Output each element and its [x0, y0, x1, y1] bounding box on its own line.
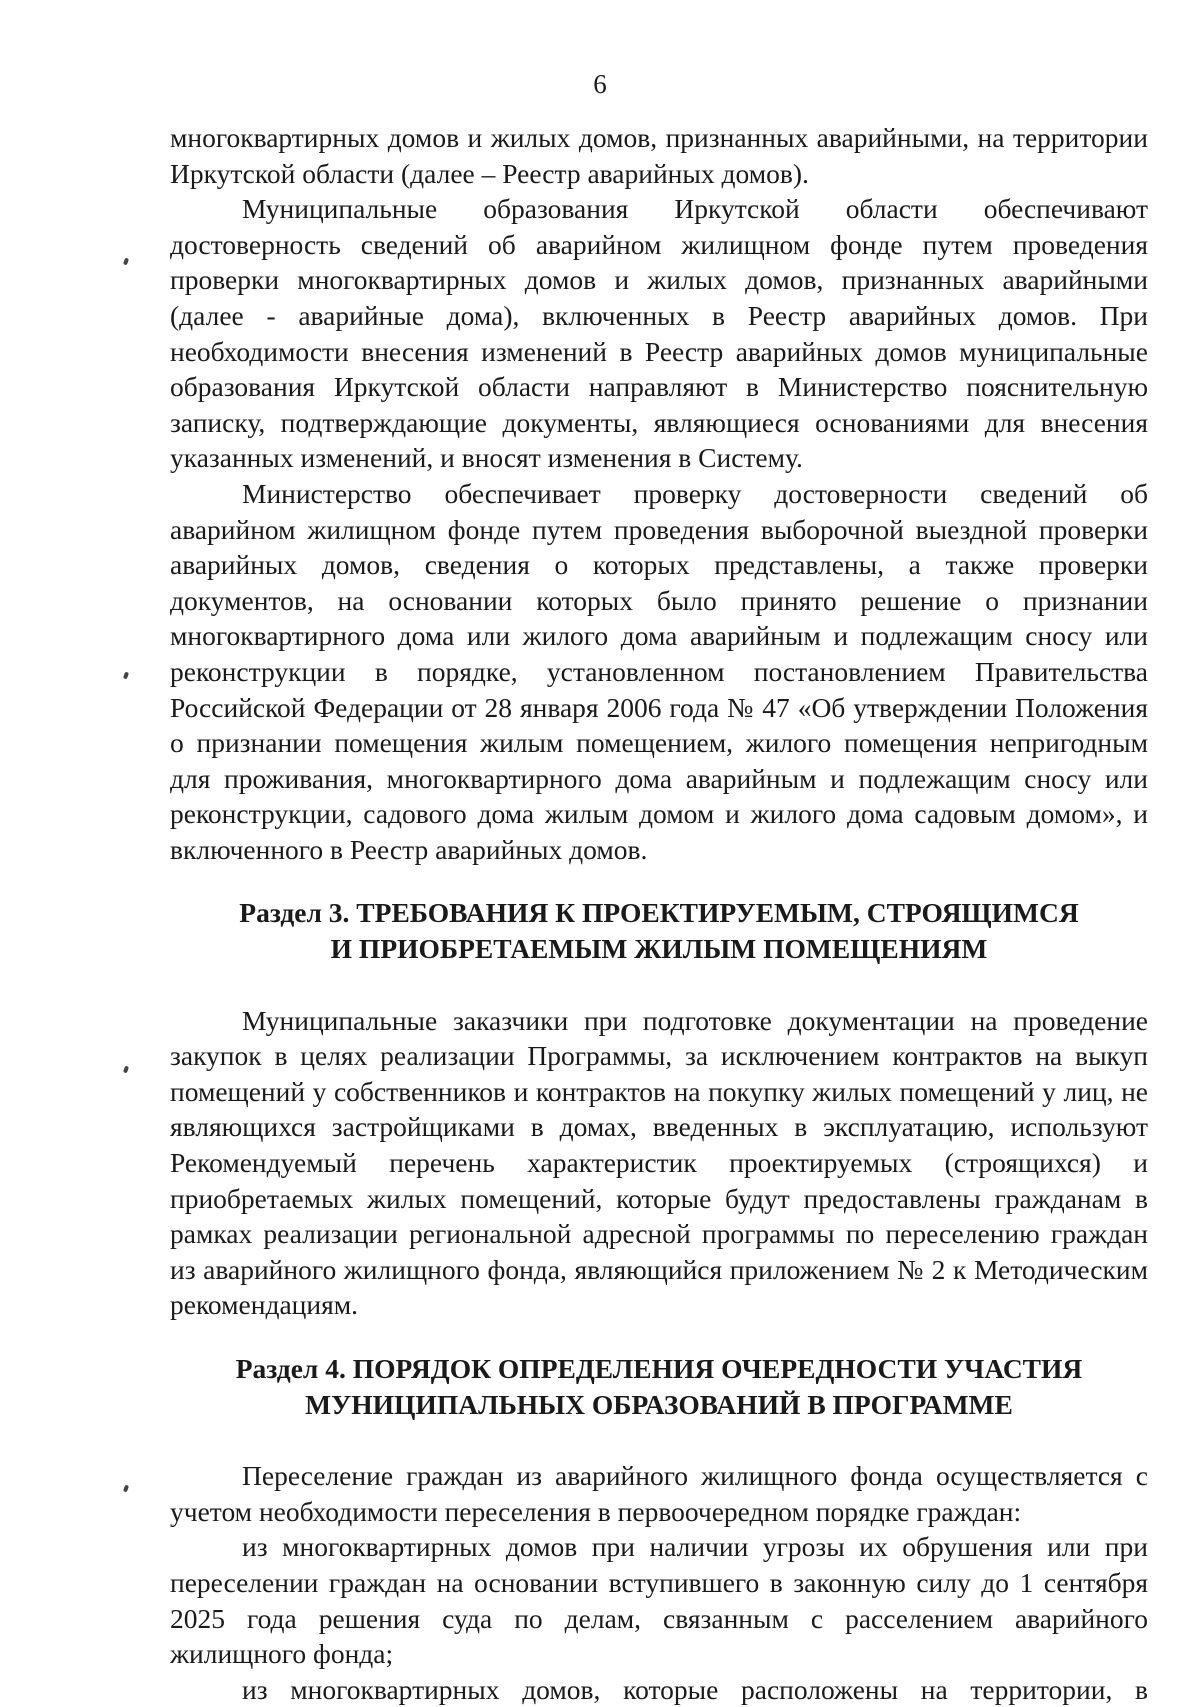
document-body [170, 120, 1148, 1707]
margin-mark [123, 1066, 129, 1074]
section-3-heading-line-2: И ПРИОБРЕТАЕМЫМ ЖИЛЫМ ПОМЕЩЕНИЯМ [330, 933, 988, 965]
section-4-heading [170, 1351, 1148, 1422]
section-4-heading-line-2: МУНИЦИПАЛЬНЫХ ОБРАЗОВАНИЙ В ПРОГРАММЕ [305, 1388, 1013, 1420]
paragraph-registry-continuation: многоквартирных домов и жилых домов, признанных аварийными, на территории Иркутской области (далее – Реестр аварийных домов). [170, 122, 1148, 189]
paragraph-territory: из многоквартирных домов, которые расположены на территории, в [242, 1673, 1148, 1705]
section-3-heading [170, 895, 1148, 966]
paragraph-ministry-verification: Министерство обеспечивает проверку достоверности сведений об аварийном жилищном фонде путем проведения выборочной выездной проверки аварийных домов, сведения о которых представлены, а также проверки документов, на основании которых было принято решение о признании многоквартирного дома или жилого дома аварийным и подлежащим сносу или реконструкции в порядке, установленном постановлением Правительства Российской Федерации от 28 января 2006 года № 47 «Об утверждении Положения о признании помещения жилым помещением, жилого помещения непригодным для проживания, многоквартирного дома аварийным и подлежащим сносу или реконструкции, садового дома жилым домом и жилого дома садовым домом», и включенного в Реестр аварийных домов. [170, 477, 1148, 865]
margin-mark [123, 1485, 129, 1493]
section-4-heading-line-1: Раздел 4. ПОРЯДОК ОПРЕДЕЛЕНИЯ ОЧЕРЕДНОСТИ УЧАСТИЯ [235, 1353, 1083, 1384]
page-number: 6 [593, 69, 607, 99]
paragraph-resettlement-priority: Переселение граждан из аварийного жилищного фонда осуществляется с учетом необходимости переселения в первоочередном порядке граждан: [170, 1460, 1148, 1527]
paragraph-collapse-threat: из многоквартирных домов при наличии угрозы их обрушения или при переселении граждан на основании вступившего в законную силу до 1 сентября 2025 года решения суда по делам, связанным с расселением аварийного жилищного фонда; [170, 1531, 1148, 1670]
section-3-heading-line-1: Раздел 3. ТРЕБОВАНИЯ К ПРОЕКТИРУЕМЫМ, СТРОЯЩИМСЯ [239, 897, 1079, 929]
paragraph-municipal-customers: Муниципальные заказчики при подготовке документации на проведение закупок в целях реализации Программы, за исключением контрактов на выкуп помещений у собственников и контрактов на покупку жилых помещений у лиц, не являющихся застройщиками в домах, введенных в эксплуатацию, используют Рекомендуемый перечень характеристик проектируемых (строящихся) и приобретаемых жилых помещений, которые будут предоставлены гражданам в рамках реализации региональной адресной программы по переселению граждан из аварийного жилищного фонда, являющийся приложением № 2 к Методическим рекомендациям. [170, 1004, 1148, 1321]
margin-mark [123, 672, 129, 680]
paragraph-municipal-verification: Муниципальные образования Иркутской области обеспечивают достоверность сведений об аварийном жилищном фонде путем проведения проверки многоквартирных домов и жилых домов, признанных аварийными (далее - аварийные дома), включенных в Реестр аварийных домов. При необходимости внесения изменений в Реестр аварийных домов муниципальные образования Иркутской области направляют в Министерство пояснительную записку, подтверждающие документы, являющиеся основаниями для внесения указанных изменений, и вносят изменения в Систему. [170, 193, 1148, 474]
margin-mark [123, 258, 129, 266]
